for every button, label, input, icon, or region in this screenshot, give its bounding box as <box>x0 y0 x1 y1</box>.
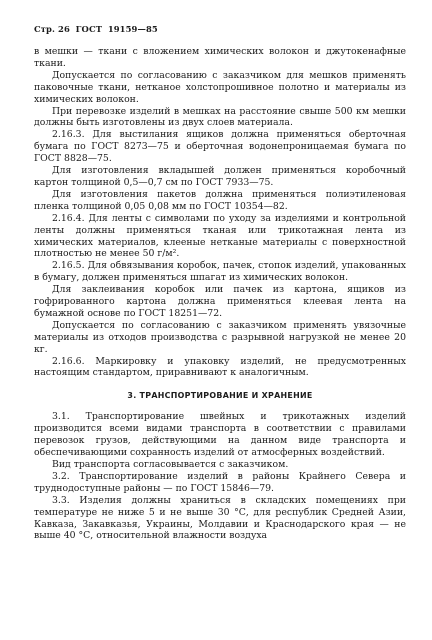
section-heading-wrapper <box>34 379 406 411</box>
paragraph: Допускается по согласованию с заказчиком применять увязочные материалы из отходов производства с разрывной нагрузкой не менее 20 кг. <box>34 319 406 355</box>
paragraph: Допускается по согласованию с заказчиком для мешков применять паковочные ткани, нетканое холстопрошивное полотно и материалы из химических волокон. <box>34 69 406 105</box>
paragraph: в мешки — ткани с вложением химических волокон и джутокенафные ткани. <box>34 46 406 69</box>
section-heading: 3. ТРАНСПОРТИРОВАНИЕ И ХРАНЕНИЕ <box>127 390 313 400</box>
page-header <box>34 24 406 34</box>
paragraph: 3.3. Изделия должны храниться в складских помещениях при температуре не ниже 5 и не выше 30 °С, для республик Средней Азии, Кавказа, Закавказья, Украины, Молдавии и Краснодарского края — не выше 40 °С, относительной влажности воздуха <box>34 494 406 542</box>
paragraph: 3.1. Транспортирование швейных и трикотажных изделий производится всеми видами транспорта в соответствии с правилами перевозок грузов, действующими на данном виде транспорта и обеспечивающими сохранность изделий от атмосферных воздействий. <box>34 411 406 459</box>
body-text-top <box>34 46 406 379</box>
paragraph: Для изготовления вкладышей должен применяться коробочный картон толщиной 0,5—0,7 см по ГОСТ 7933—75. <box>34 165 406 188</box>
body-text-bottom <box>34 411 406 542</box>
paragraph: 2.16.3. Для выстилания ящиков должна применяться оберточная бумага по ГОСТ 8273—75 и оберточная водонепроницаемая бумага по ГОСТ 8828—75. <box>34 129 406 165</box>
paragraph: 2.16.4. Для ленты с символами по уходу за изделиями и контрольной ленты должны применяться тканая или трикотажная лента из химических материалов, клееные нетканые материалы с поверхностной плотностью не менее 50 г/м². <box>34 212 406 260</box>
paragraph: 2.16.5. Для обвязывания коробок, пачек, стопок изделий, упакованных в бумагу, должен применяться шпагат из химических волокон. <box>34 260 406 284</box>
document-page <box>34 24 406 542</box>
paragraph: Вид транспорта согласовывается с заказчиком. <box>52 459 289 470</box>
paragraph: 2.16.6. Маркировку и упаковку изделий, не предусмотренных настоящим стандартом, приравнивают к аналогичным. <box>34 355 406 379</box>
paragraph: Для изготовления пакетов должна применяться полиэтиленовая пленка толщиной 0,05 0,08 мм по ГОСТ 10354—82. <box>34 188 406 212</box>
standard-code: 19159—85 <box>107 24 158 34</box>
paragraph: Для заклеивания коробок или пачек из картона, ящиков из гофрированного картона должна применяться клеевая лента на бумажной основе по ГОСТ 18251—72. <box>34 284 406 319</box>
page-number: Стр. 26 <box>34 24 70 34</box>
standard-label: ГОСТ <box>75 24 103 34</box>
paragraph: При перевозке изделий в мешках на расстояние свыше 500 км мешки должны быть изготовлены из двух слоев материала. <box>34 105 406 129</box>
paragraph: 3.2. Транспортирование изделий в районы Крайнего Севера и труднодоступные районы — по ГОСТ 15846—79. <box>34 470 406 494</box>
